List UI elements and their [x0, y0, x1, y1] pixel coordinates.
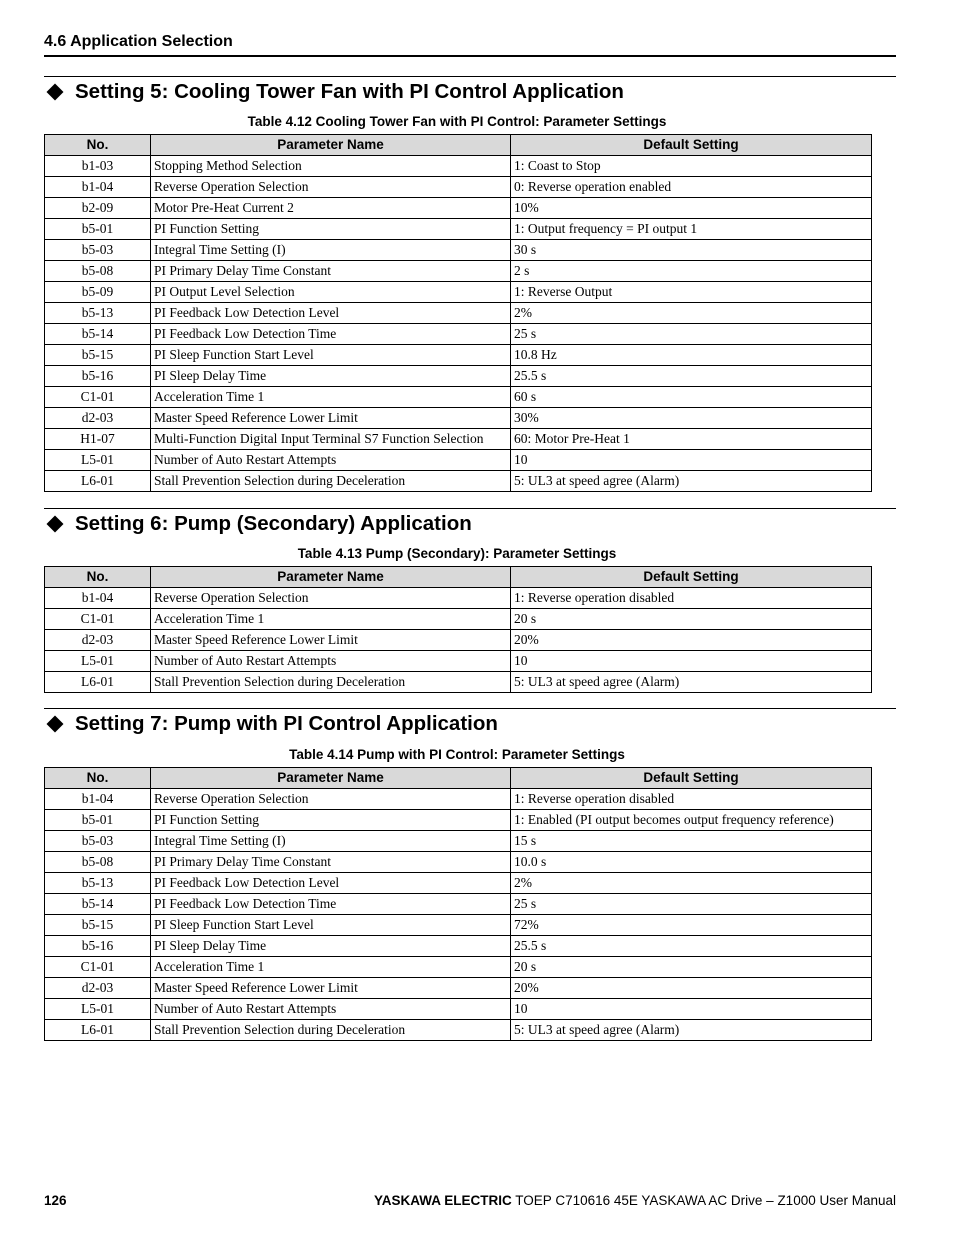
default-setting: 20%	[511, 978, 872, 999]
diamond-bullet-icon	[47, 516, 64, 533]
parameter-name: Number of Auto Restart Attempts	[151, 450, 511, 471]
parameter-number: L6-01	[45, 471, 151, 492]
table-row	[45, 810, 872, 831]
table-row	[45, 156, 872, 177]
parameter-name: PI Sleep Function Start Level	[151, 915, 511, 936]
parameter-number: L6-01	[45, 1020, 151, 1041]
default-setting: 25.5 s	[511, 936, 872, 957]
parameter-number: L6-01	[45, 672, 151, 693]
parameter-number: b1-04	[45, 177, 151, 198]
parameter-number: b1-04	[45, 789, 151, 810]
table-row	[45, 609, 872, 630]
table-row	[45, 282, 872, 303]
table-row	[45, 450, 872, 471]
parameter-number: L5-01	[45, 450, 151, 471]
table-row	[45, 345, 872, 366]
parameter-name: Stopping Method Selection	[151, 156, 511, 177]
parameter-name: Master Speed Reference Lower Limit	[151, 978, 511, 999]
table-row	[45, 630, 872, 651]
parameter-number: L5-01	[45, 999, 151, 1020]
table-row	[45, 894, 872, 915]
parameter-name: PI Feedback Low Detection Level	[151, 873, 511, 894]
default-setting: 30%	[511, 408, 872, 429]
parameter-name: Reverse Operation Selection	[151, 177, 511, 198]
table-row	[45, 303, 872, 324]
table-caption: Table 4.12 Cooling Tower Fan with PI Control: Parameter Settings	[247, 114, 667, 129]
table-row	[45, 387, 872, 408]
parameter-number: b5-15	[45, 345, 151, 366]
parameter-name: PI Feedback Low Detection Level	[151, 303, 511, 324]
table-row	[45, 915, 872, 936]
parameter-number: d2-03	[45, 630, 151, 651]
parameter-name: Reverse Operation Selection	[151, 789, 511, 810]
parameter-number: b5-03	[45, 831, 151, 852]
default-setting: 10	[511, 651, 872, 672]
section-heading-setting-7	[44, 708, 896, 739]
parameter-number: b5-09	[45, 282, 151, 303]
parameter-table	[44, 134, 872, 492]
parameter-name: Multi-Function Digital Input Terminal S7 Function Selection	[151, 429, 511, 450]
default-setting: 25 s	[511, 894, 872, 915]
default-setting: 5: UL3 at speed agree (Alarm)	[511, 672, 872, 693]
table-row	[45, 999, 872, 1020]
column-header-parameter-name: Parameter Name	[151, 135, 511, 156]
default-setting: 25.5 s	[511, 366, 872, 387]
table-header-row	[45, 768, 872, 789]
default-setting: 10.8 Hz	[511, 345, 872, 366]
default-setting: 10.0 s	[511, 852, 872, 873]
parameter-name: Acceleration Time 1	[151, 387, 511, 408]
table-row	[45, 429, 872, 450]
parameter-name: Stall Prevention Selection during Deceleration	[151, 471, 511, 492]
parameter-number: b5-01	[45, 219, 151, 240]
column-header-parameter-name: Parameter Name	[151, 567, 511, 588]
section-heading-text: Setting 5: Cooling Tower Fan with PI Control Application	[75, 80, 624, 103]
table-row	[45, 873, 872, 894]
table-row	[45, 177, 872, 198]
parameter-name: Acceleration Time 1	[151, 609, 511, 630]
parameter-number: b5-14	[45, 324, 151, 345]
table-row	[45, 651, 872, 672]
default-setting: 1: Coast to Stop	[511, 156, 872, 177]
diamond-bullet-icon	[47, 84, 64, 101]
parameter-table	[44, 566, 872, 693]
parameter-number: b1-04	[45, 588, 151, 609]
parameter-name: PI Feedback Low Detection Time	[151, 324, 511, 345]
parameter-name: Integral Time Setting (I)	[151, 240, 511, 261]
parameter-number: H1-07	[45, 429, 151, 450]
diamond-bullet-icon	[47, 716, 64, 733]
column-header-default-setting: Default Setting	[511, 135, 872, 156]
parameter-name: Stall Prevention Selection during Deceleration	[151, 1020, 511, 1041]
parameter-number: b5-14	[45, 894, 151, 915]
table-row	[45, 261, 872, 282]
parameter-name: Integral Time Setting (I)	[151, 831, 511, 852]
default-setting: 2%	[511, 873, 872, 894]
parameter-table	[44, 767, 872, 1041]
parameter-number: d2-03	[45, 978, 151, 999]
parameter-name: Acceleration Time 1	[151, 957, 511, 978]
default-setting: 2%	[511, 303, 872, 324]
column-header-no: No.	[45, 135, 151, 156]
table-row	[45, 240, 872, 261]
parameter-name: PI Feedback Low Detection Time	[151, 894, 511, 915]
parameter-number: C1-01	[45, 609, 151, 630]
column-header-default-setting: Default Setting	[511, 567, 872, 588]
parameter-name: Number of Auto Restart Attempts	[151, 999, 511, 1020]
default-setting: 1: Reverse Output	[511, 282, 872, 303]
table-header-row	[45, 135, 872, 156]
parameter-number: b1-03	[45, 156, 151, 177]
default-setting: 20 s	[511, 609, 872, 630]
default-setting: 5: UL3 at speed agree (Alarm)	[511, 1020, 872, 1041]
parameter-number: b5-03	[45, 240, 151, 261]
default-setting: 30 s	[511, 240, 872, 261]
default-setting: 1: Reverse operation disabled	[511, 588, 872, 609]
parameter-name: PI Output Level Selection	[151, 282, 511, 303]
section-header: 4.6 Application Selection	[44, 33, 233, 50]
parameter-name: Master Speed Reference Lower Limit	[151, 408, 511, 429]
default-setting: 20 s	[511, 957, 872, 978]
parameter-name: Stall Prevention Selection during Deceleration	[151, 672, 511, 693]
parameter-name: Motor Pre-Heat Current 2	[151, 198, 511, 219]
table-row	[45, 219, 872, 240]
table-row	[45, 198, 872, 219]
parameter-name: PI Function Setting	[151, 810, 511, 831]
section-heading-text: Setting 6: Pump (Secondary) Application	[75, 512, 472, 535]
default-setting: 72%	[511, 915, 872, 936]
section-heading-setting-6	[44, 508, 896, 539]
default-setting: 1: Enabled (PI output becomes output frequency reference)	[511, 810, 872, 831]
default-setting: 1: Reverse operation disabled	[511, 789, 872, 810]
default-setting: 5: UL3 at speed agree (Alarm)	[511, 471, 872, 492]
parameter-number: d2-03	[45, 408, 151, 429]
default-setting: 10	[511, 450, 872, 471]
table-row	[45, 831, 872, 852]
table-header-row	[45, 567, 872, 588]
table-row	[45, 408, 872, 429]
table-row	[45, 471, 872, 492]
parameter-number: b5-01	[45, 810, 151, 831]
parameter-number: b2-09	[45, 198, 151, 219]
parameter-number: C1-01	[45, 387, 151, 408]
default-setting: 1: Output frequency = PI output 1	[511, 219, 872, 240]
table-row	[45, 936, 872, 957]
footer-doc-text: TOEP C710616 45E YASKAWA AC Drive – Z1000 User Manual	[511, 1193, 896, 1208]
column-header-default-setting: Default Setting	[511, 768, 872, 789]
default-setting: 10	[511, 999, 872, 1020]
parameter-number: b5-08	[45, 852, 151, 873]
column-header-parameter-name: Parameter Name	[151, 768, 511, 789]
table-row	[45, 1020, 872, 1041]
parameter-name: Number of Auto Restart Attempts	[151, 651, 511, 672]
parameter-name: PI Primary Delay Time Constant	[151, 261, 511, 282]
parameter-name: PI Sleep Function Start Level	[151, 345, 511, 366]
table-row	[45, 588, 872, 609]
parameter-number: b5-13	[45, 303, 151, 324]
parameter-name: Master Speed Reference Lower Limit	[151, 630, 511, 651]
section-heading-text: Setting 7: Pump with PI Control Application	[75, 712, 498, 735]
parameter-number: b5-08	[45, 261, 151, 282]
column-header-no: No.	[45, 768, 151, 789]
page-number: 126	[44, 1193, 67, 1208]
parameter-name: PI Sleep Delay Time	[151, 936, 511, 957]
default-setting: 10%	[511, 198, 872, 219]
column-header-no: No.	[45, 567, 151, 588]
parameter-name: Reverse Operation Selection	[151, 588, 511, 609]
parameter-number: b5-15	[45, 915, 151, 936]
parameter-number: C1-01	[45, 957, 151, 978]
table-row	[45, 672, 872, 693]
parameter-name: PI Function Setting	[151, 219, 511, 240]
footer-doc-info	[374, 1193, 896, 1208]
default-setting: 15 s	[511, 831, 872, 852]
parameter-number: b5-16	[45, 936, 151, 957]
parameter-name: PI Sleep Delay Time	[151, 366, 511, 387]
parameter-name: PI Primary Delay Time Constant	[151, 852, 511, 873]
table-row	[45, 789, 872, 810]
table-caption: Table 4.13 Pump (Secondary): Parameter Settings	[297, 546, 617, 561]
parameter-number: L5-01	[45, 651, 151, 672]
default-setting: 60: Motor Pre-Heat 1	[511, 429, 872, 450]
default-setting: 2 s	[511, 261, 872, 282]
default-setting: 25 s	[511, 324, 872, 345]
table-caption: Table 4.14 Pump with PI Control: Parameter Settings	[289, 747, 625, 762]
table-row	[45, 366, 872, 387]
footer-brand: YASKAWA ELECTRIC	[374, 1193, 512, 1208]
default-setting: 60 s	[511, 387, 872, 408]
table-row	[45, 957, 872, 978]
table-row	[45, 978, 872, 999]
table-row	[45, 324, 872, 345]
parameter-number: b5-13	[45, 873, 151, 894]
section-heading-setting-5	[44, 76, 896, 107]
table-row	[45, 852, 872, 873]
header-rule	[44, 55, 896, 57]
default-setting: 0: Reverse operation enabled	[511, 177, 872, 198]
default-setting: 20%	[511, 630, 872, 651]
parameter-number: b5-16	[45, 366, 151, 387]
